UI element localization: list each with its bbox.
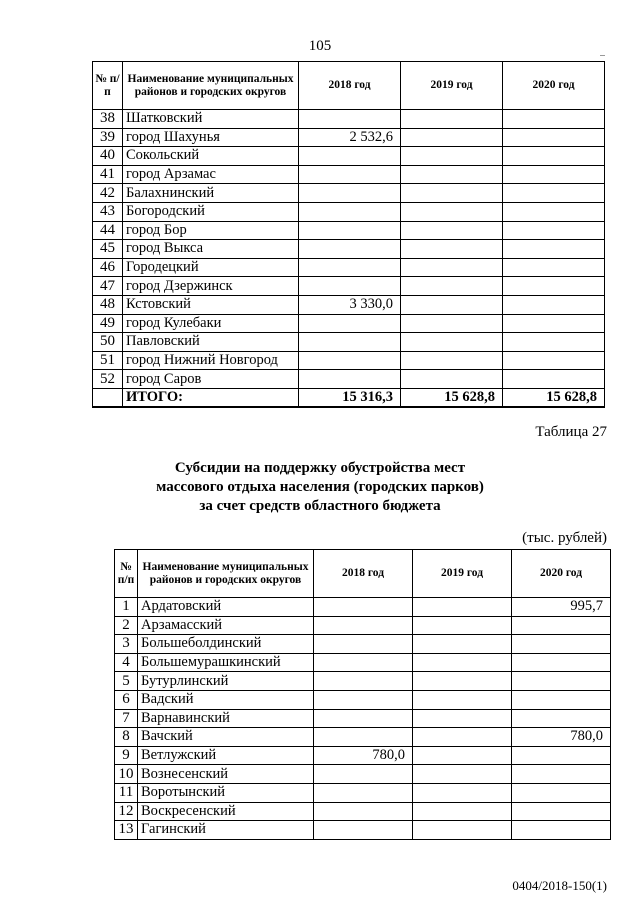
total-num-cell xyxy=(93,388,123,407)
table-row xyxy=(115,802,611,821)
municipality-name: Кстовский xyxy=(123,295,299,314)
value-2020: 780,0 xyxy=(512,728,611,747)
header-name: Наименование муниципальных районов и городских округов xyxy=(123,62,299,110)
value-2020 xyxy=(503,147,605,166)
municipality-name: Вачский xyxy=(138,728,314,747)
title-line-1: Субсидии на поддержку обустройства мест xyxy=(174,460,466,476)
value-2019 xyxy=(413,783,512,802)
value-2019 xyxy=(401,333,503,352)
value-2019 xyxy=(413,672,512,691)
value-2018 xyxy=(314,672,413,691)
table-row xyxy=(93,202,605,221)
table-row xyxy=(93,165,605,184)
row-number: 1 xyxy=(115,598,138,617)
value-2019 xyxy=(413,690,512,709)
value-2018 xyxy=(299,277,401,296)
table-row xyxy=(93,240,605,259)
value-2019 xyxy=(401,351,503,370)
row-number: 5 xyxy=(115,672,138,691)
value-2019 xyxy=(413,598,512,617)
total-2020: 15 628,8 xyxy=(503,388,605,407)
value-2020 xyxy=(503,184,605,203)
value-2020 xyxy=(503,333,605,352)
row-number: 47 xyxy=(93,277,123,296)
value-2018 xyxy=(314,728,413,747)
table-row xyxy=(115,765,611,784)
value-2019 xyxy=(401,184,503,203)
row-number: 8 xyxy=(115,728,138,747)
value-2020 xyxy=(503,277,605,296)
value-2018: 3 330,0 xyxy=(299,295,401,314)
parks-subsidy-table xyxy=(114,549,611,840)
municipality-name: город Выкса xyxy=(123,240,299,259)
value-2019 xyxy=(413,616,512,635)
table-row xyxy=(115,709,611,728)
table-row xyxy=(115,616,611,635)
municipality-name: Варнавинский xyxy=(138,709,314,728)
municipality-name: Вадский xyxy=(138,690,314,709)
value-2019 xyxy=(413,802,512,821)
value-2018 xyxy=(299,202,401,221)
header-2020: 2020 год xyxy=(503,62,605,110)
row-number: 9 xyxy=(115,746,138,765)
value-2018: 2 532,6 xyxy=(299,128,401,147)
table-row xyxy=(93,333,605,352)
header-name: Наименование муниципальных районов и городских округов xyxy=(138,550,314,598)
row-number: 44 xyxy=(93,221,123,240)
municipality-name: Павловский xyxy=(123,333,299,352)
value-2018 xyxy=(299,165,401,184)
table-row xyxy=(115,690,611,709)
row-number: 48 xyxy=(93,295,123,314)
value-2020 xyxy=(503,110,605,129)
header-num: № п/п xyxy=(93,62,123,110)
row-number: 45 xyxy=(93,240,123,259)
table-row xyxy=(93,295,605,314)
value-2020 xyxy=(512,616,611,635)
table-row xyxy=(115,598,611,617)
table-header-row xyxy=(93,62,605,110)
subsidy-table-continued xyxy=(92,61,605,408)
table-row xyxy=(93,128,605,147)
value-2018 xyxy=(299,258,401,277)
value-2020 xyxy=(512,635,611,654)
municipality-name: город Нижний Новгород xyxy=(123,351,299,370)
value-2019 xyxy=(401,221,503,240)
value-2019 xyxy=(413,709,512,728)
row-number: 13 xyxy=(115,821,138,840)
municipality-name: Сокольский xyxy=(123,147,299,166)
municipality-name: Большеболдинский xyxy=(138,635,314,654)
value-2019 xyxy=(401,370,503,389)
table-header-row xyxy=(115,550,611,598)
table-row xyxy=(93,221,605,240)
value-2018 xyxy=(314,616,413,635)
value-2020 xyxy=(512,653,611,672)
municipality-name: город Арзамас xyxy=(123,165,299,184)
value-2018 xyxy=(299,351,401,370)
value-2019 xyxy=(413,728,512,747)
municipality-name: Воротынский xyxy=(138,783,314,802)
value-2020 xyxy=(503,221,605,240)
value-2018 xyxy=(299,147,401,166)
value-2018 xyxy=(299,370,401,389)
row-number: 11 xyxy=(115,783,138,802)
table-row xyxy=(115,653,611,672)
table-row xyxy=(93,351,605,370)
row-number: 50 xyxy=(93,333,123,352)
municipality-name: Городецкий xyxy=(123,258,299,277)
value-2019 xyxy=(413,635,512,654)
value-2018 xyxy=(314,653,413,672)
municipality-name: Балахнинский xyxy=(123,184,299,203)
value-2018 xyxy=(314,783,413,802)
value-2019 xyxy=(413,765,512,784)
value-2018 xyxy=(299,240,401,259)
total-label: ИТОГО: xyxy=(123,388,299,407)
value-2019 xyxy=(413,746,512,765)
value-2019 xyxy=(401,240,503,259)
value-2019 xyxy=(401,147,503,166)
row-number: 52 xyxy=(93,370,123,389)
units-label: (тыс. рублей) xyxy=(522,530,607,546)
row-number: 38 xyxy=(93,110,123,129)
value-2018 xyxy=(314,802,413,821)
table-row xyxy=(93,184,605,203)
value-2018 xyxy=(314,765,413,784)
value-2020 xyxy=(512,709,611,728)
municipality-name: Ардатовский xyxy=(138,598,314,617)
value-2020 xyxy=(503,370,605,389)
value-2018 xyxy=(299,314,401,333)
row-number: 49 xyxy=(93,314,123,333)
value-2020 xyxy=(503,128,605,147)
table-row xyxy=(93,277,605,296)
municipality-name: Арзамасский xyxy=(138,616,314,635)
scan-mark xyxy=(600,55,605,56)
municipality-name: Бутурлинский xyxy=(138,672,314,691)
header-2018: 2018 год xyxy=(299,62,401,110)
value-2020: 995,7 xyxy=(512,598,611,617)
table-row xyxy=(115,635,611,654)
table-row xyxy=(115,783,611,802)
total-2018: 15 316,3 xyxy=(299,388,401,407)
table-row xyxy=(93,370,605,389)
row-number: 42 xyxy=(93,184,123,203)
value-2018 xyxy=(299,333,401,352)
table-row xyxy=(93,314,605,333)
value-2020 xyxy=(503,351,605,370)
value-2019 xyxy=(401,165,503,184)
value-2019 xyxy=(413,653,512,672)
value-2020 xyxy=(503,240,605,259)
value-2019 xyxy=(413,821,512,840)
row-number: 7 xyxy=(115,709,138,728)
value-2020 xyxy=(512,765,611,784)
municipality-name: город Бор xyxy=(123,221,299,240)
value-2019 xyxy=(401,202,503,221)
municipality-name: город Кулебаки xyxy=(123,314,299,333)
row-number: 43 xyxy=(93,202,123,221)
total-row xyxy=(93,388,605,407)
row-number: 40 xyxy=(93,147,123,166)
row-number: 3 xyxy=(115,635,138,654)
value-2018 xyxy=(314,635,413,654)
value-2020 xyxy=(503,295,605,314)
title-line-3: за счет средств областного бюджета xyxy=(199,498,441,514)
municipality-name: Большемурашкинский xyxy=(138,653,314,672)
value-2020 xyxy=(503,314,605,333)
value-2020 xyxy=(503,202,605,221)
table-caption: Таблица 27 xyxy=(535,424,607,440)
page-number: 105 xyxy=(308,38,332,54)
value-2020 xyxy=(512,690,611,709)
municipality-name: Ветлужский xyxy=(138,746,314,765)
value-2020 xyxy=(512,672,611,691)
municipality-name: Шатковский xyxy=(123,110,299,129)
value-2019 xyxy=(401,314,503,333)
value-2018 xyxy=(299,184,401,203)
row-number: 39 xyxy=(93,128,123,147)
header-2020: 2020 год xyxy=(512,550,611,598)
table-title xyxy=(0,459,640,516)
value-2018: 780,0 xyxy=(314,746,413,765)
value-2020 xyxy=(503,165,605,184)
value-2018 xyxy=(314,690,413,709)
table-row xyxy=(115,821,611,840)
document-code: 0404/2018-150(1) xyxy=(512,878,607,893)
row-number: 4 xyxy=(115,653,138,672)
table-row xyxy=(93,258,605,277)
header-num: № п/п xyxy=(115,550,138,598)
value-2020 xyxy=(512,802,611,821)
value-2018 xyxy=(314,709,413,728)
municipality-name: Богородский xyxy=(123,202,299,221)
value-2018 xyxy=(314,821,413,840)
title-line-2: массового отдыха населения (городских парков) xyxy=(156,479,484,495)
value-2018 xyxy=(299,110,401,129)
table-row xyxy=(93,147,605,166)
row-number: 2 xyxy=(115,616,138,635)
header-2019: 2019 год xyxy=(413,550,512,598)
municipality-name: Воскресенский xyxy=(138,802,314,821)
row-number: 46 xyxy=(93,258,123,277)
total-2019: 15 628,8 xyxy=(401,388,503,407)
municipality-name: город Дзержинск xyxy=(123,277,299,296)
value-2019 xyxy=(401,258,503,277)
table-row xyxy=(115,728,611,747)
row-number: 6 xyxy=(115,690,138,709)
value-2020 xyxy=(512,746,611,765)
value-2018 xyxy=(314,598,413,617)
row-number: 10 xyxy=(115,765,138,784)
value-2019 xyxy=(401,277,503,296)
value-2020 xyxy=(503,258,605,277)
municipality-name: город Саров xyxy=(123,370,299,389)
table-row xyxy=(115,746,611,765)
header-2018: 2018 год xyxy=(314,550,413,598)
value-2018 xyxy=(299,221,401,240)
value-2020 xyxy=(512,821,611,840)
table-row xyxy=(115,672,611,691)
table-row xyxy=(93,110,605,129)
municipality-name: Гагинский xyxy=(138,821,314,840)
value-2019 xyxy=(401,128,503,147)
row-number: 12 xyxy=(115,802,138,821)
header-2019: 2019 год xyxy=(401,62,503,110)
municipality-name: город Шахунья xyxy=(123,128,299,147)
value-2019 xyxy=(401,295,503,314)
value-2020 xyxy=(512,783,611,802)
value-2019 xyxy=(401,110,503,129)
municipality-name: Вознесенский xyxy=(138,765,314,784)
row-number: 41 xyxy=(93,165,123,184)
row-number: 51 xyxy=(93,351,123,370)
